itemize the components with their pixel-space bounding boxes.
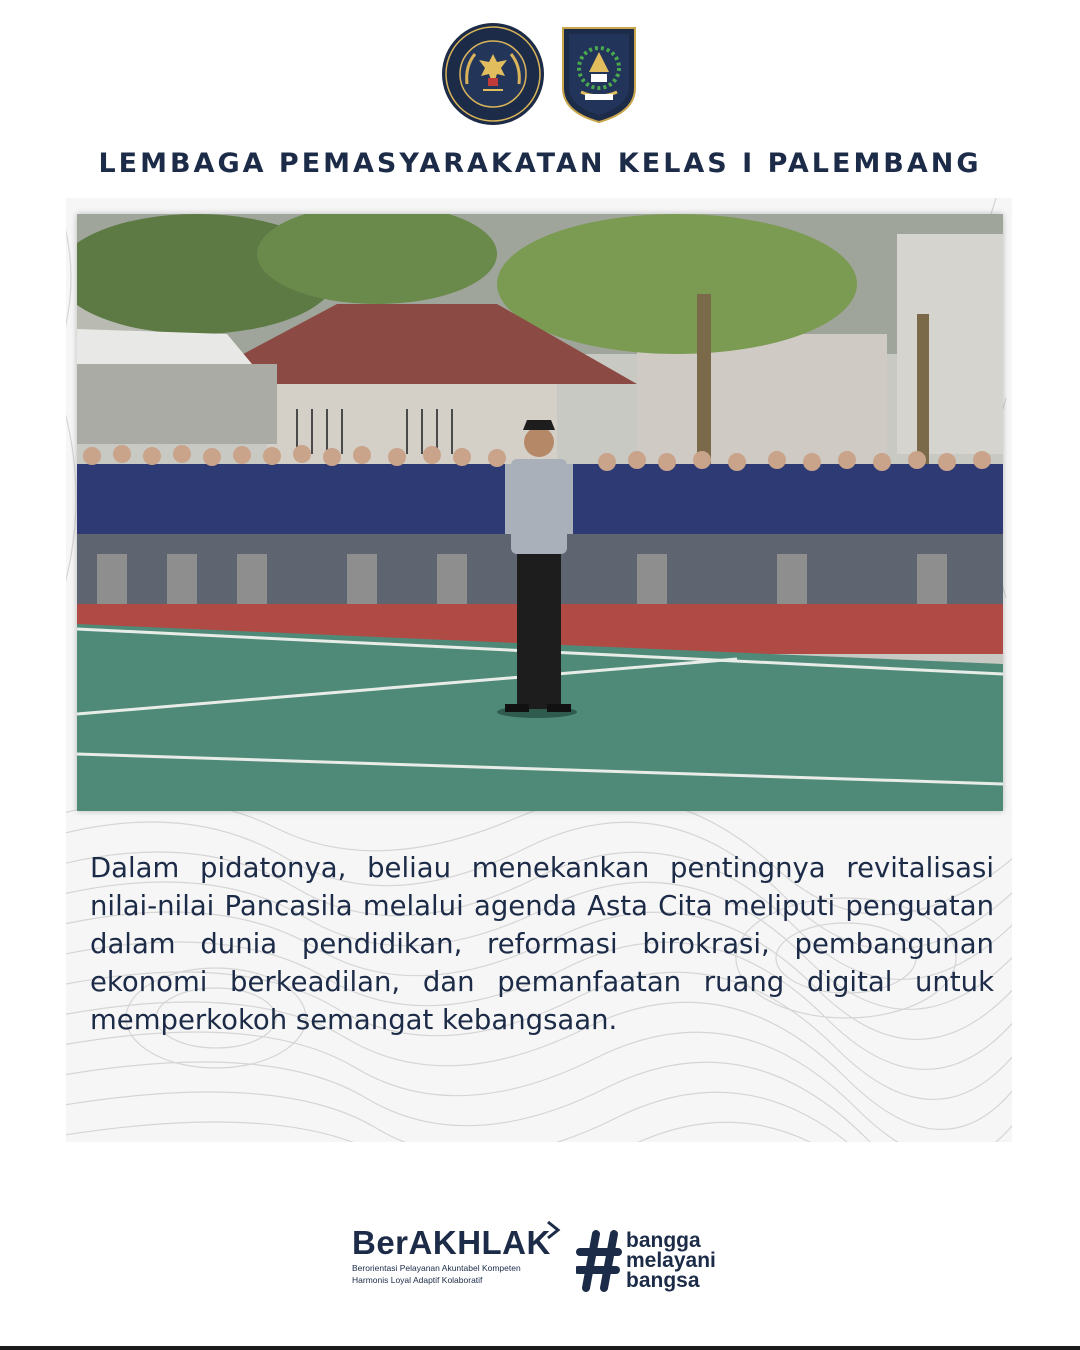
bangga-melayani-logo (576, 1230, 716, 1292)
bangga-line1: bangga (626, 1229, 701, 1252)
chevron-right-icon (544, 1220, 564, 1242)
header-logos (0, 22, 1080, 126)
berakhlak-sub-line2: Harmonis Loyal Adaptif Kolaboratif (352, 1275, 483, 1285)
event-photo (77, 214, 1003, 811)
footer (0, 1218, 1080, 1308)
photo-ceremony-icon (77, 214, 1003, 811)
bangga-line3: bangsa (626, 1269, 700, 1292)
berakhlak-sub-line1: Berorientasi Pelayanan Akuntabel Kompeten (352, 1263, 521, 1273)
pemasyarakatan-shield-logo (559, 22, 639, 126)
bottom-divider (0, 1346, 1080, 1350)
bangga-line2: melayani (626, 1249, 716, 1272)
kementerian-seal-logo (441, 22, 545, 126)
body-paragraph: Dalam pidatonya, beliau menekankan pentingnya revitalisasi nilai-nilai Pancasila melalui agenda Asta Cita meliputi penguatan dalam dunia pendidikan, reformasi birokrasi, pembangunan ekonomi berkeadilan, dan pemanfaatan ruang digital untuk memperkokoh semangat kebangsaan. (90, 852, 994, 1036)
hashtag-icon (576, 1230, 622, 1292)
berakhlak-word: BerAKHLAK (352, 1224, 551, 1261)
page-title: LEMBAGA PEMASYARAKATAN KELAS I PALEMBANG (98, 148, 982, 179)
berakhlak-logo (352, 1224, 551, 1286)
